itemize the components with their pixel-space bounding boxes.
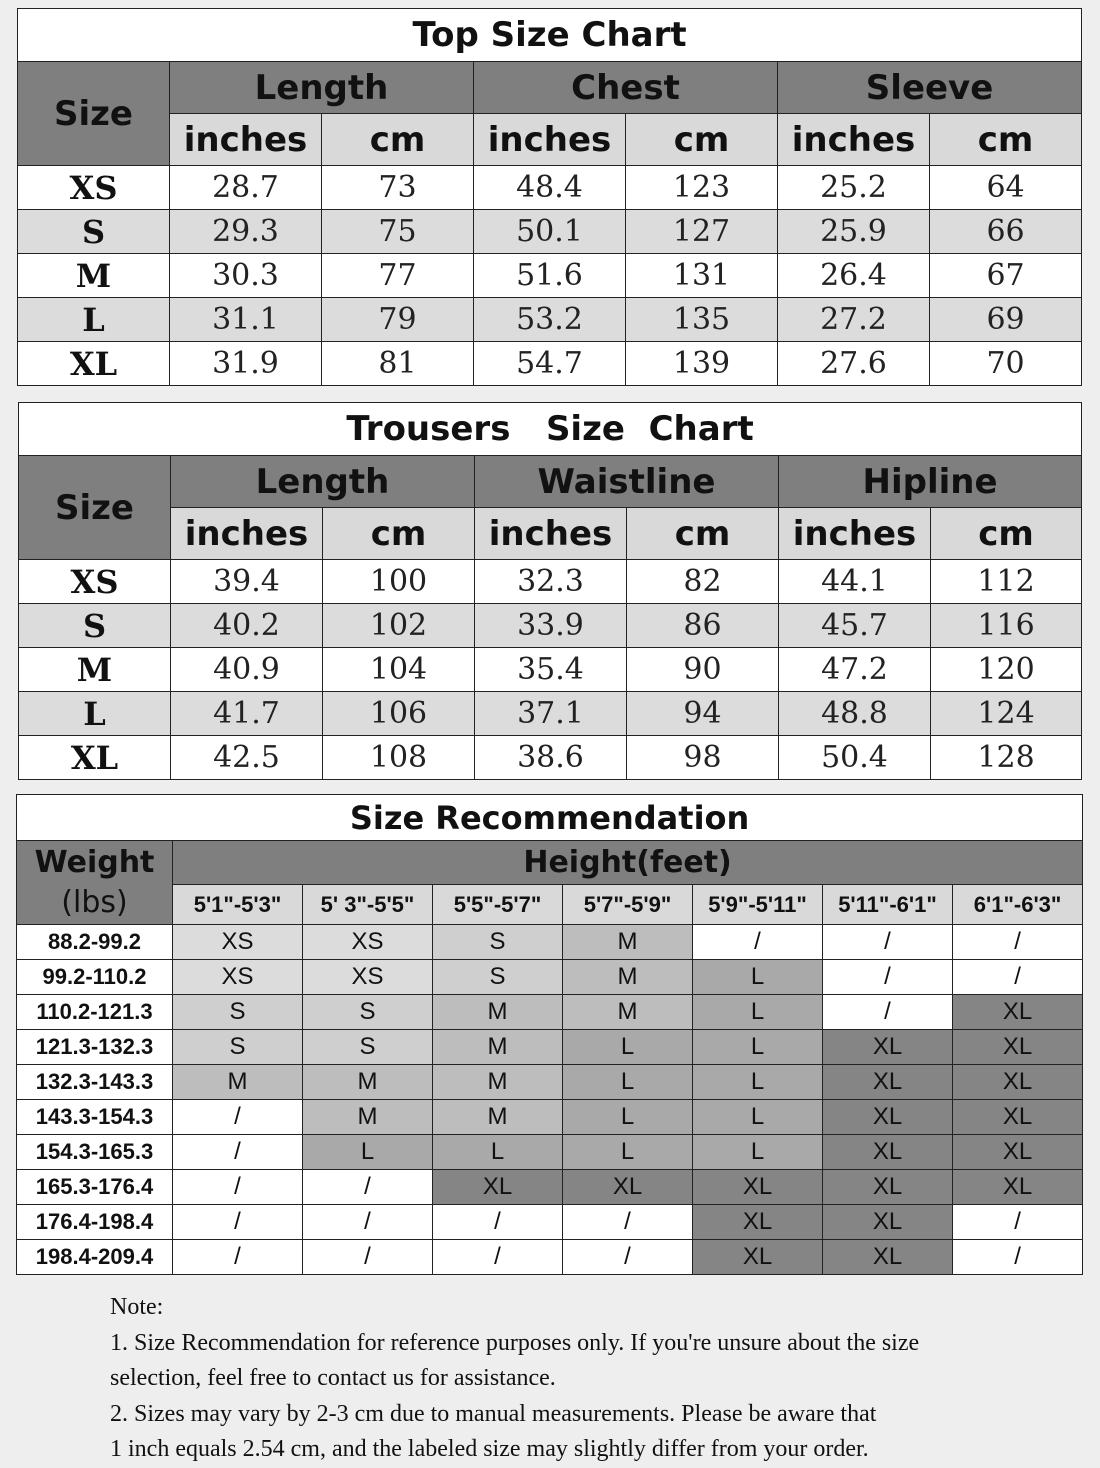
weight-range-cell: 110.2-121.3 <box>17 995 173 1030</box>
value-cell: 30.3 <box>170 254 322 298</box>
size-recommendation-cell: XL <box>953 1030 1083 1065</box>
size-recommendation-cell: L <box>693 1135 823 1170</box>
value-cell: 75 <box>322 210 474 254</box>
recommendation-row <box>17 1170 1083 1205</box>
size-recommendation-cell: XL <box>953 1135 1083 1170</box>
size-recommendation-cell: XL <box>693 1170 823 1205</box>
size-recommendation-cell: XL <box>823 1170 953 1205</box>
size-recommendation-cell: / <box>823 960 953 995</box>
table-row <box>18 298 1082 342</box>
group-header: Hipline <box>779 456 1082 508</box>
size-recommendation-cell: M <box>563 960 693 995</box>
size-recommendation-cell: / <box>823 925 953 960</box>
table-row <box>19 648 1082 692</box>
value-cell: 102 <box>323 604 475 648</box>
recommendation-row <box>17 1205 1083 1240</box>
size-recommendation-cell: XS <box>173 960 303 995</box>
value-cell: 27.2 <box>778 298 930 342</box>
size-recommendation-cell: XL <box>823 1205 953 1240</box>
table-row <box>18 254 1082 298</box>
weight-header <box>17 841 173 925</box>
size-recommendation-cell: M <box>433 1065 563 1100</box>
size-recommendation-cell: XL <box>823 1135 953 1170</box>
size-header: Size <box>19 456 171 560</box>
value-cell: 79 <box>322 298 474 342</box>
value-cell: 66 <box>930 210 1082 254</box>
value-cell: 40.2 <box>171 604 323 648</box>
size-recommendation-cell: XL <box>823 1030 953 1065</box>
trousers-size-chart <box>18 402 1082 780</box>
height-range-header: 5'11"-6'1" <box>823 885 953 925</box>
unit-header: inches <box>171 508 323 560</box>
value-cell: 82 <box>627 560 779 604</box>
value-cell: 32.3 <box>475 560 627 604</box>
note-line: 1 inch equals 2.54 cm, and the labeled size may slightly differ from your order. <box>110 1436 869 1462</box>
size-recommendation-cell: XL <box>693 1205 823 1240</box>
size-recommendation-cell: XL <box>953 995 1083 1030</box>
value-cell: 73 <box>322 166 474 210</box>
recommendation-row <box>17 925 1083 960</box>
table-row <box>18 342 1082 386</box>
size-cell: M <box>18 254 170 298</box>
size-recommendation-cell: / <box>173 1205 303 1240</box>
size-recommendation-cell: L <box>693 1065 823 1100</box>
recommendation-row <box>17 1065 1083 1100</box>
value-cell: 124 <box>931 692 1082 736</box>
table-row <box>19 736 1082 780</box>
recommendation-row <box>17 1030 1083 1065</box>
value-cell: 69 <box>930 298 1082 342</box>
size-recommendation-cell: S <box>173 995 303 1030</box>
value-cell: 25.9 <box>778 210 930 254</box>
weight-range-cell: 176.4-198.4 <box>17 1205 173 1240</box>
value-cell: 116 <box>931 604 1082 648</box>
note-heading: Note: <box>110 1294 164 1320</box>
recommendation-row <box>17 1240 1083 1275</box>
unit-header: inches <box>170 114 322 166</box>
value-cell: 35.4 <box>475 648 627 692</box>
weight-range-cell: 132.3-143.3 <box>17 1065 173 1100</box>
value-cell: 77 <box>322 254 474 298</box>
size-recommendation-cell: / <box>823 995 953 1030</box>
size-recommendation-cell: L <box>563 1065 693 1100</box>
value-cell: 108 <box>323 736 475 780</box>
size-header: Size <box>18 62 170 166</box>
value-cell: 26.4 <box>778 254 930 298</box>
unit-header: inches <box>778 114 930 166</box>
size-recommendation-cell: M <box>433 995 563 1030</box>
size-recommendation-cell: L <box>693 995 823 1030</box>
group-header: Sleeve <box>778 62 1082 114</box>
size-recommendation-cell: / <box>173 1240 303 1275</box>
size-recommendation-cell: M <box>433 1100 563 1135</box>
table-row <box>19 560 1082 604</box>
height-range-header: 5' 3"-5'5" <box>303 885 433 925</box>
value-cell: 123 <box>626 166 778 210</box>
value-cell: 41.7 <box>171 692 323 736</box>
size-recommendation-cell: / <box>173 1135 303 1170</box>
size-recommendation-cell: / <box>173 1100 303 1135</box>
group-header: Length <box>170 62 474 114</box>
size-recommendation-cell: XL <box>953 1100 1083 1135</box>
size-recommendation-cell: XL <box>953 1170 1083 1205</box>
size-recommendation-cell: L <box>563 1030 693 1065</box>
size-cell: XL <box>19 736 171 780</box>
size-recommendation-cell: XS <box>303 925 433 960</box>
value-cell: 39.4 <box>171 560 323 604</box>
size-recommendation-cell: L <box>433 1135 563 1170</box>
value-cell: 51.6 <box>474 254 626 298</box>
size-recommendation-cell: / <box>953 925 1083 960</box>
weight-label: Weight <box>34 844 155 880</box>
value-cell: 29.3 <box>170 210 322 254</box>
value-cell: 45.7 <box>779 604 931 648</box>
value-cell: 112 <box>931 560 1082 604</box>
recommendation-row <box>17 995 1083 1030</box>
note-line: 1. Size Recommendation for reference purposes only. If you're unsure about the size <box>110 1329 920 1356</box>
group-header: Chest <box>474 62 778 114</box>
value-cell: 70 <box>930 342 1082 386</box>
value-cell: 28.7 <box>170 166 322 210</box>
size-recommendation-cell: / <box>303 1205 433 1240</box>
size-recommendation-cell: L <box>693 1030 823 1065</box>
value-cell: 50.1 <box>474 210 626 254</box>
size-recommendation-cell: M <box>173 1065 303 1100</box>
size-recommendation-cell: XL <box>823 1240 953 1275</box>
size-recommendation-cell: L <box>303 1135 433 1170</box>
value-cell: 64 <box>930 166 1082 210</box>
height-range-header: 5'1"-5'3" <box>173 885 303 925</box>
size-recommendation-cell: S <box>303 995 433 1030</box>
unit-header: cm <box>930 114 1082 166</box>
top-size-chart <box>17 8 1082 386</box>
size-cell: L <box>18 298 170 342</box>
group-header: Length <box>171 456 475 508</box>
size-recommendation-cell: L <box>563 1100 693 1135</box>
value-cell: 131 <box>626 254 778 298</box>
height-range-header: 5'7"-5'9" <box>563 885 693 925</box>
size-recommendation-cell: XL <box>693 1240 823 1275</box>
recommendation-title: Size Recommendation <box>17 795 1083 841</box>
size-recommendation-cell: XL <box>823 1065 953 1100</box>
unit-header: inches <box>779 508 931 560</box>
size-recommendation-cell: S <box>433 960 563 995</box>
recommendation-row <box>17 1100 1083 1135</box>
size-recommendation-cell: S <box>173 1030 303 1065</box>
unit-header: inches <box>475 508 627 560</box>
value-cell: 53.2 <box>474 298 626 342</box>
table-row <box>19 692 1082 736</box>
unit-header: cm <box>931 508 1082 560</box>
value-cell: 106 <box>323 692 475 736</box>
value-cell: 50.4 <box>779 736 931 780</box>
size-recommendation-cell: S <box>433 925 563 960</box>
unit-header: inches <box>474 114 626 166</box>
size-recommendation-cell: M <box>303 1100 433 1135</box>
size-cell: M <box>19 648 171 692</box>
size-recommendation-cell: / <box>433 1240 563 1275</box>
value-cell: 31.9 <box>170 342 322 386</box>
trousers-chart-title: Trousers Size Chart <box>19 403 1082 456</box>
value-cell: 54.7 <box>474 342 626 386</box>
weight-range-cell: 198.4-209.4 <box>17 1240 173 1275</box>
size-cell: S <box>18 210 170 254</box>
weight-range-cell: 88.2-99.2 <box>17 925 173 960</box>
note-line: 2. Sizes may vary by 2-3 cm due to manual measurements. Please be aware that <box>110 1400 877 1427</box>
size-recommendation-cell: XS <box>173 925 303 960</box>
size-recommendation-cell: XL <box>563 1170 693 1205</box>
unit-header: cm <box>627 508 779 560</box>
size-recommendation-cell: / <box>303 1170 433 1205</box>
value-cell: 47.2 <box>779 648 931 692</box>
unit-header: cm <box>322 114 474 166</box>
value-cell: 98 <box>627 736 779 780</box>
size-recommendation-cell: XS <box>303 960 433 995</box>
unit-header: cm <box>323 508 475 560</box>
size-recommendation-cell: L <box>693 960 823 995</box>
weight-range-cell: 165.3-176.4 <box>17 1170 173 1205</box>
value-cell: 37.1 <box>475 692 627 736</box>
height-range-header: 5'5"-5'7" <box>433 885 563 925</box>
value-cell: 27.6 <box>778 342 930 386</box>
weight-unit-label: (lbs) <box>61 884 128 920</box>
size-recommendation-cell: L <box>563 1135 693 1170</box>
value-cell: 48.4 <box>474 166 626 210</box>
value-cell: 120 <box>931 648 1082 692</box>
weight-range-cell: 154.3-165.3 <box>17 1135 173 1170</box>
size-recommendation-cell: M <box>563 925 693 960</box>
size-recommendation-cell: / <box>433 1205 563 1240</box>
size-recommendation-cell: / <box>953 1205 1083 1240</box>
value-cell: 86 <box>627 604 779 648</box>
value-cell: 100 <box>323 560 475 604</box>
value-cell: 90 <box>627 648 779 692</box>
recommendation-row <box>17 1135 1083 1170</box>
size-recommendation-cell: / <box>693 925 823 960</box>
size-cell: L <box>19 692 171 736</box>
size-recommendation-cell: XL <box>823 1100 953 1135</box>
height-range-header: 5'9"-5'11" <box>693 885 823 925</box>
size-recommendation-cell: / <box>563 1205 693 1240</box>
group-header: Waistline <box>475 456 779 508</box>
value-cell: 48.8 <box>779 692 931 736</box>
table-row <box>18 166 1082 210</box>
table-row <box>18 210 1082 254</box>
value-cell: 81 <box>322 342 474 386</box>
value-cell: 67 <box>930 254 1082 298</box>
size-recommendation-cell: / <box>953 960 1083 995</box>
value-cell: 25.2 <box>778 166 930 210</box>
value-cell: 128 <box>931 736 1082 780</box>
unit-header: cm <box>626 114 778 166</box>
value-cell: 104 <box>323 648 475 692</box>
size-recommendation-cell: / <box>953 1240 1083 1275</box>
value-cell: 42.5 <box>171 736 323 780</box>
size-recommendation-cell: XL <box>433 1170 563 1205</box>
value-cell: 139 <box>626 342 778 386</box>
size-recommendation-cell: L <box>693 1100 823 1135</box>
size-cell: XL <box>18 342 170 386</box>
size-recommendation-cell: M <box>303 1065 433 1100</box>
size-recommendation-cell: XL <box>953 1065 1083 1100</box>
size-recommendation-cell: / <box>563 1240 693 1275</box>
table-row <box>19 604 1082 648</box>
note-line: selection, feel free to contact us for assistance. <box>110 1365 556 1391</box>
value-cell: 40.9 <box>171 648 323 692</box>
value-cell: 31.1 <box>170 298 322 342</box>
value-cell: 38.6 <box>475 736 627 780</box>
note-section <box>110 1290 1070 1468</box>
value-cell: 33.9 <box>475 604 627 648</box>
size-recommendation-cell: M <box>563 995 693 1030</box>
size-recommendation-cell: / <box>303 1240 433 1275</box>
value-cell: 44.1 <box>779 560 931 604</box>
size-recommendation-table <box>16 794 1083 1275</box>
height-header: Height(feet) <box>173 841 1083 885</box>
weight-range-cell: 121.3-132.3 <box>17 1030 173 1065</box>
size-recommendation-cell: / <box>173 1170 303 1205</box>
size-recommendation-cell: S <box>303 1030 433 1065</box>
weight-range-cell: 143.3-154.3 <box>17 1100 173 1135</box>
weight-range-cell: 99.2-110.2 <box>17 960 173 995</box>
height-range-header: 6'1"-6'3" <box>953 885 1083 925</box>
size-recommendation-cell: M <box>433 1030 563 1065</box>
size-cell: XS <box>18 166 170 210</box>
value-cell: 94 <box>627 692 779 736</box>
size-cell: XS <box>19 560 171 604</box>
top-chart-title: Top Size Chart <box>18 9 1082 62</box>
size-cell: S <box>19 604 171 648</box>
value-cell: 135 <box>626 298 778 342</box>
value-cell: 127 <box>626 210 778 254</box>
recommendation-row <box>17 960 1083 995</box>
